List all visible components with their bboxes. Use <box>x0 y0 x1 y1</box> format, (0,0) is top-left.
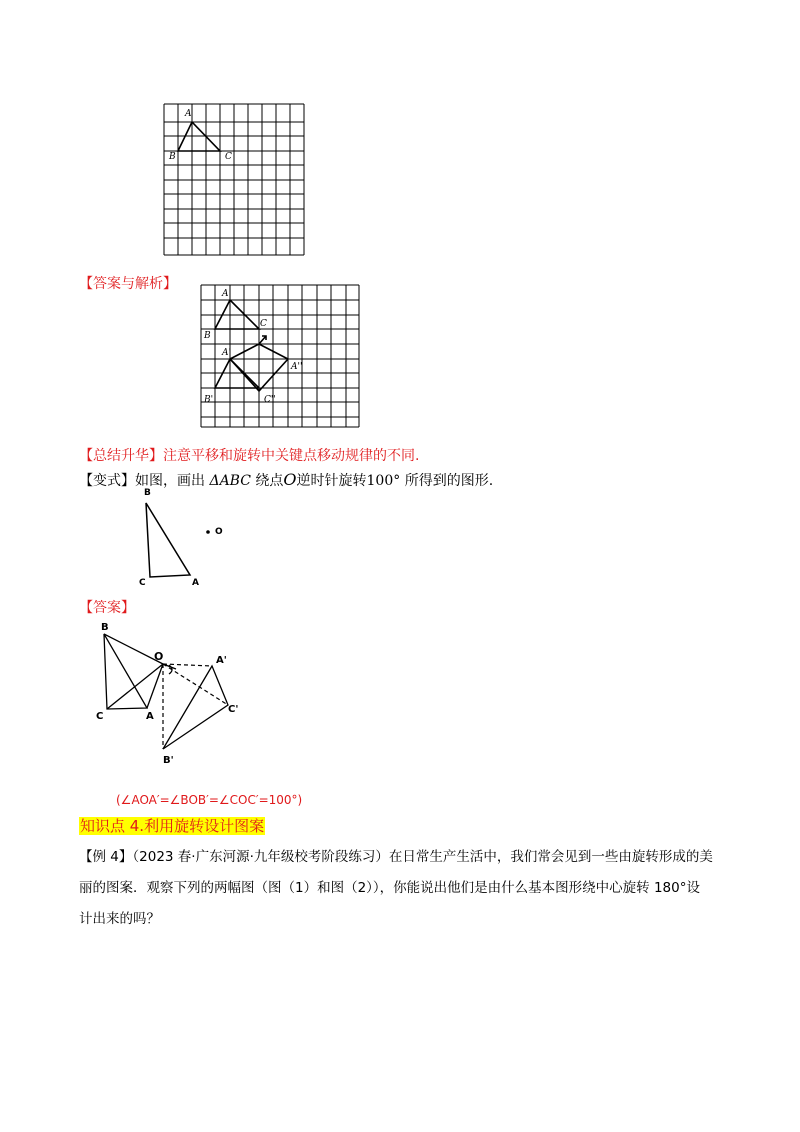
answer-heading: 【答案】 <box>79 600 135 616</box>
rot-label-o: O <box>154 650 164 663</box>
answer-label-a: A <box>222 289 229 299</box>
variant-text-after: 所得到的图形. <box>404 473 494 489</box>
triangle-o-svg <box>130 485 240 595</box>
variant-text-mid2: 逆时针旋转 <box>296 473 367 489</box>
example-line-1-text: （2023 春·广东河源·九年级校考阶段练习）在日常生产生活中，我们常会见到一些由旋转形成的美 <box>132 849 713 865</box>
answer-label-b-prime: B' <box>204 395 214 405</box>
rot-label-c: C <box>96 711 104 722</box>
example-line-1 <box>79 842 729 873</box>
answer-analysis-heading: 【答案与解析】 <box>79 276 177 292</box>
variant-angle: 100° <box>366 473 401 489</box>
triangle-label-o: O <box>215 527 223 537</box>
variant-point: O <box>283 470 297 489</box>
label-a: A <box>185 109 192 119</box>
rotation-answer-svg <box>90 622 260 772</box>
figure-triangle-o <box>130 485 240 595</box>
answer-label-c: C <box>260 319 267 329</box>
triangle-label-c: C <box>139 578 146 588</box>
summary-text: 注意平移和旋转中关键点移动规律的不同. <box>163 448 420 464</box>
rot-label-b: B <box>101 622 109 633</box>
answer-label-a-prime: A' <box>222 348 231 358</box>
label-b: B <box>169 152 176 162</box>
rot-label-a-prime: A' <box>216 655 227 666</box>
figure-rotation-answer <box>90 622 260 772</box>
triangle-label-b: B <box>144 488 151 498</box>
summary-line <box>79 445 419 465</box>
variant-text-mid: 绕点 <box>255 473 284 489</box>
triangle-label-a: A <box>192 578 199 588</box>
example-line-3: 计出来的吗？ <box>79 911 160 927</box>
grid-1-svg <box>160 100 310 260</box>
example-line-2: 丽的图案．观察下列的两幅图（图（1）和图（2）），你能说出他们是由什么基本图形绕中心旋转 180°设 <box>79 880 700 896</box>
example-paragraph <box>79 842 729 935</box>
section-heading <box>79 815 265 836</box>
answer-label-a-double-prime: A'' <box>291 362 303 372</box>
summary-heading: 【总结升华】 <box>79 448 163 464</box>
label-c: C <box>225 152 232 162</box>
angle-formula: (∠AOA′=∠BOB′=∠COC′=100°) <box>116 793 303 807</box>
figure-grid-answer <box>196 282 361 432</box>
example-tag: 【例 4】 <box>79 849 133 865</box>
figure-grid-1 <box>160 100 310 260</box>
rot-label-b-prime: B' <box>163 755 174 766</box>
rot-label-a: A <box>146 711 154 722</box>
variant-text-before: 如图，画出 <box>135 473 205 489</box>
section-title: 知识点 4.利用旋转设计图案 <box>80 817 265 835</box>
rot-label-c-prime: C' <box>228 704 239 715</box>
answer-label-b: B <box>204 331 211 341</box>
variant-triangle: ΔABC <box>209 473 251 489</box>
answer-label-c-double-prime: C'' <box>264 395 276 405</box>
grid-answer-svg <box>196 282 361 432</box>
variant-heading: 【变式】 <box>79 473 135 489</box>
